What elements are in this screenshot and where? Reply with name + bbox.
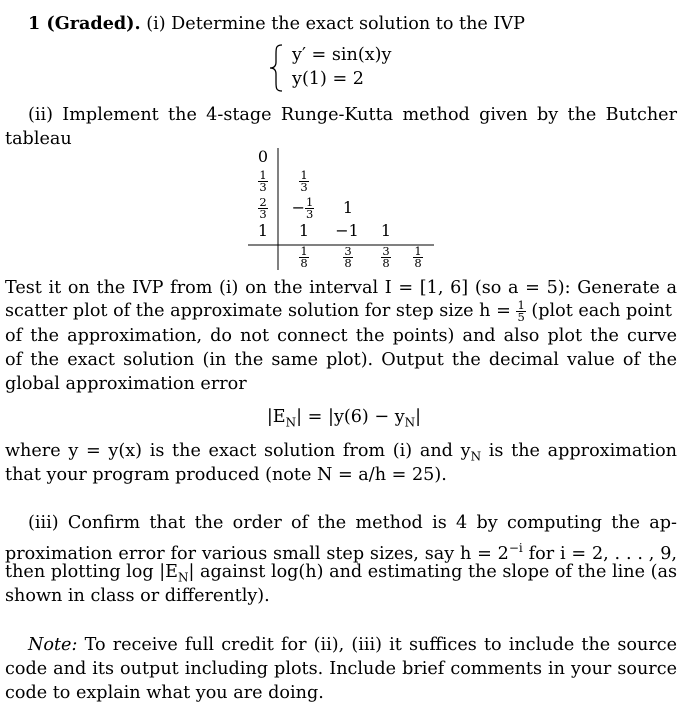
part2-line-2: tableau: [5, 129, 72, 149]
error-equation: $|E_N| = |y(6) - y_N|$: [266, 407, 422, 430]
problem-heading: 1 (Graded).: [28, 13, 141, 34]
tableau-c-1: $\frac{1}{3}$: [259, 168, 267, 194]
tableau-a-1-0: $\frac{1}{3}$: [300, 168, 308, 194]
where-line-1: where y = y(x) is the exact solution from (i) and $y_N$ is the approximation: [5, 441, 678, 464]
note-line-2: code and its output including plots. Include brief comments in your source: [5, 659, 677, 679]
tableau-c-0: 0: [257, 147, 269, 166]
part3-line-3: then plotting $\log |E_N|$ against log(h) and estimating the slope of the line (as: [5, 562, 677, 585]
test-line-5: global approximation error: [5, 374, 247, 394]
test-line-2: scatter plot of the approximate solution for step size h = $\frac{1}{5}$ (plot each point: [5, 297, 672, 324]
tableau-a-3-2: 1: [380, 221, 392, 240]
part3-line-1: (iii) Confirm that the order of the method is 4 by computing the ap-: [28, 513, 677, 533]
note-label: Note:: [28, 635, 78, 655]
tableau-c-3: 1: [257, 221, 269, 240]
problem-heading-line: [28, 12, 688, 36]
note-line-1: Note: To receive full credit for (ii), (iii) it suffices to include the source: [28, 635, 678, 655]
part2-line-1: (ii) Implement the 4-stage Runge-Kutta method given by the Butcher: [28, 105, 677, 125]
tableau-b-0: $\frac{1}{8}$: [300, 244, 308, 270]
tableau-c-2: $\frac{2}{3}$: [259, 195, 267, 221]
note-line-3: code to explain what you are doing.: [5, 683, 324, 703]
left-brace-icon: [268, 44, 286, 92]
tableau-b-3: $\frac{1}{8}$: [414, 244, 422, 270]
ivp-equation-1: y′ = sin(x)y: [292, 45, 392, 65]
part1-text: (i) Determine the exact solution to the IVP: [146, 14, 525, 34]
tableau-b-2: $\frac{3}{8}$: [382, 244, 390, 270]
tableau-a-2-0: − $\frac{1}{3}$: [291, 195, 314, 221]
part3-line-4: shown in class or differently).: [5, 586, 270, 606]
test-line-3: of the approximation, do not connect the points) and also plot the curve: [5, 326, 677, 346]
tableau-a-2-1: 1: [342, 198, 354, 217]
butcher-tableau: [240, 146, 440, 272]
tableau-a-3-0: 1: [298, 221, 310, 240]
part3-line-2: proximation error for various small step sizes, say $h = 2^{-i}$ for i = 2, . . . , 9,: [5, 541, 677, 564]
test-line-4: of the exact solution (in the same plot). Output the decimal value of the: [5, 350, 677, 370]
where-line-2: that your program produced (note N = a/h = 25).: [5, 465, 447, 485]
tableau-a-3-1: −1: [335, 221, 359, 240]
test-line-1: Test it on the IVP from (i) on the interval I = [1, 6] (so a = 5): Generate a: [5, 278, 677, 298]
ivp-equation-2: y(1) = 2: [292, 69, 364, 89]
tableau-b-1: $\frac{3}{8}$: [344, 244, 352, 270]
